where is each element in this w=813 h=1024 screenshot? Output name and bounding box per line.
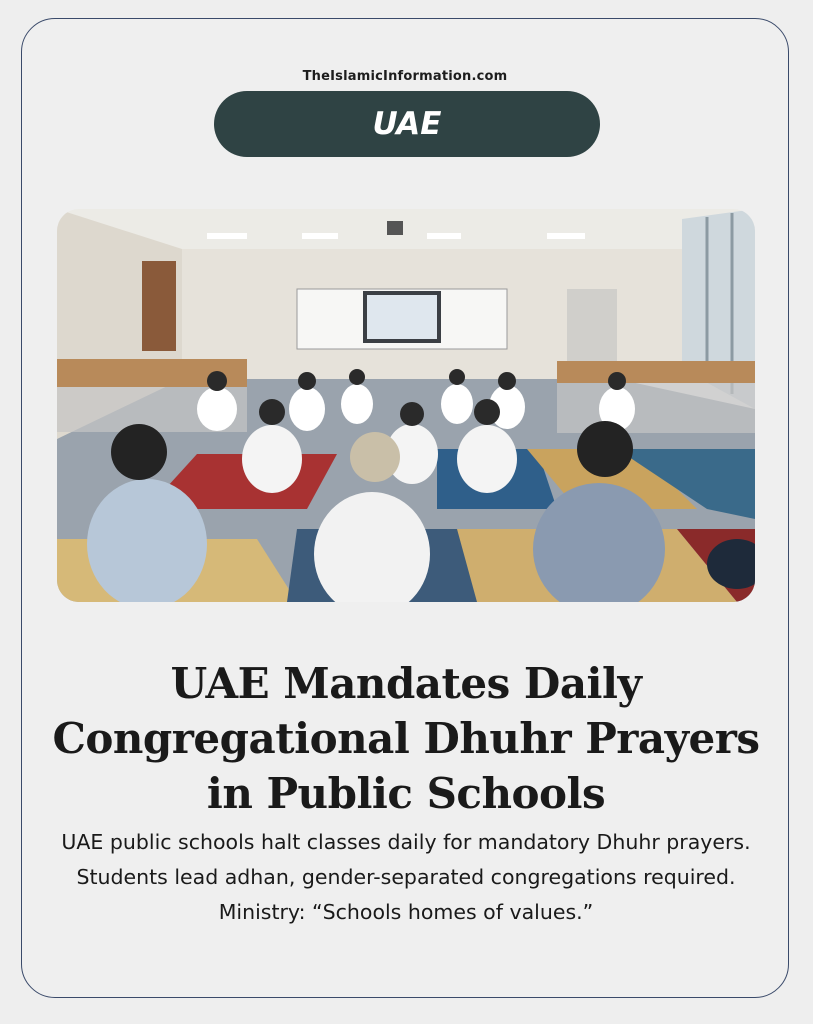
site-domain: TheIslamicInformation.com (302, 69, 508, 84)
ministry-quote: Ministry: “Schools homes of values.” (218, 900, 594, 924)
summary-text: UAE public schools halt classes daily for mandatory Dhuhr prayers. Students lead adhan, gender-separated congregations required. (61, 830, 751, 889)
classroom-prayer-photo (57, 209, 755, 602)
article-summary (52, 825, 760, 930)
article-photo (57, 209, 755, 602)
news-card (21, 18, 789, 998)
category-tag-label: UAE (372, 106, 442, 142)
category-tag (214, 91, 600, 157)
headline: UAE Mandates Daily Congregational Dhuhr Prayers in Public Schools (52, 659, 760, 818)
